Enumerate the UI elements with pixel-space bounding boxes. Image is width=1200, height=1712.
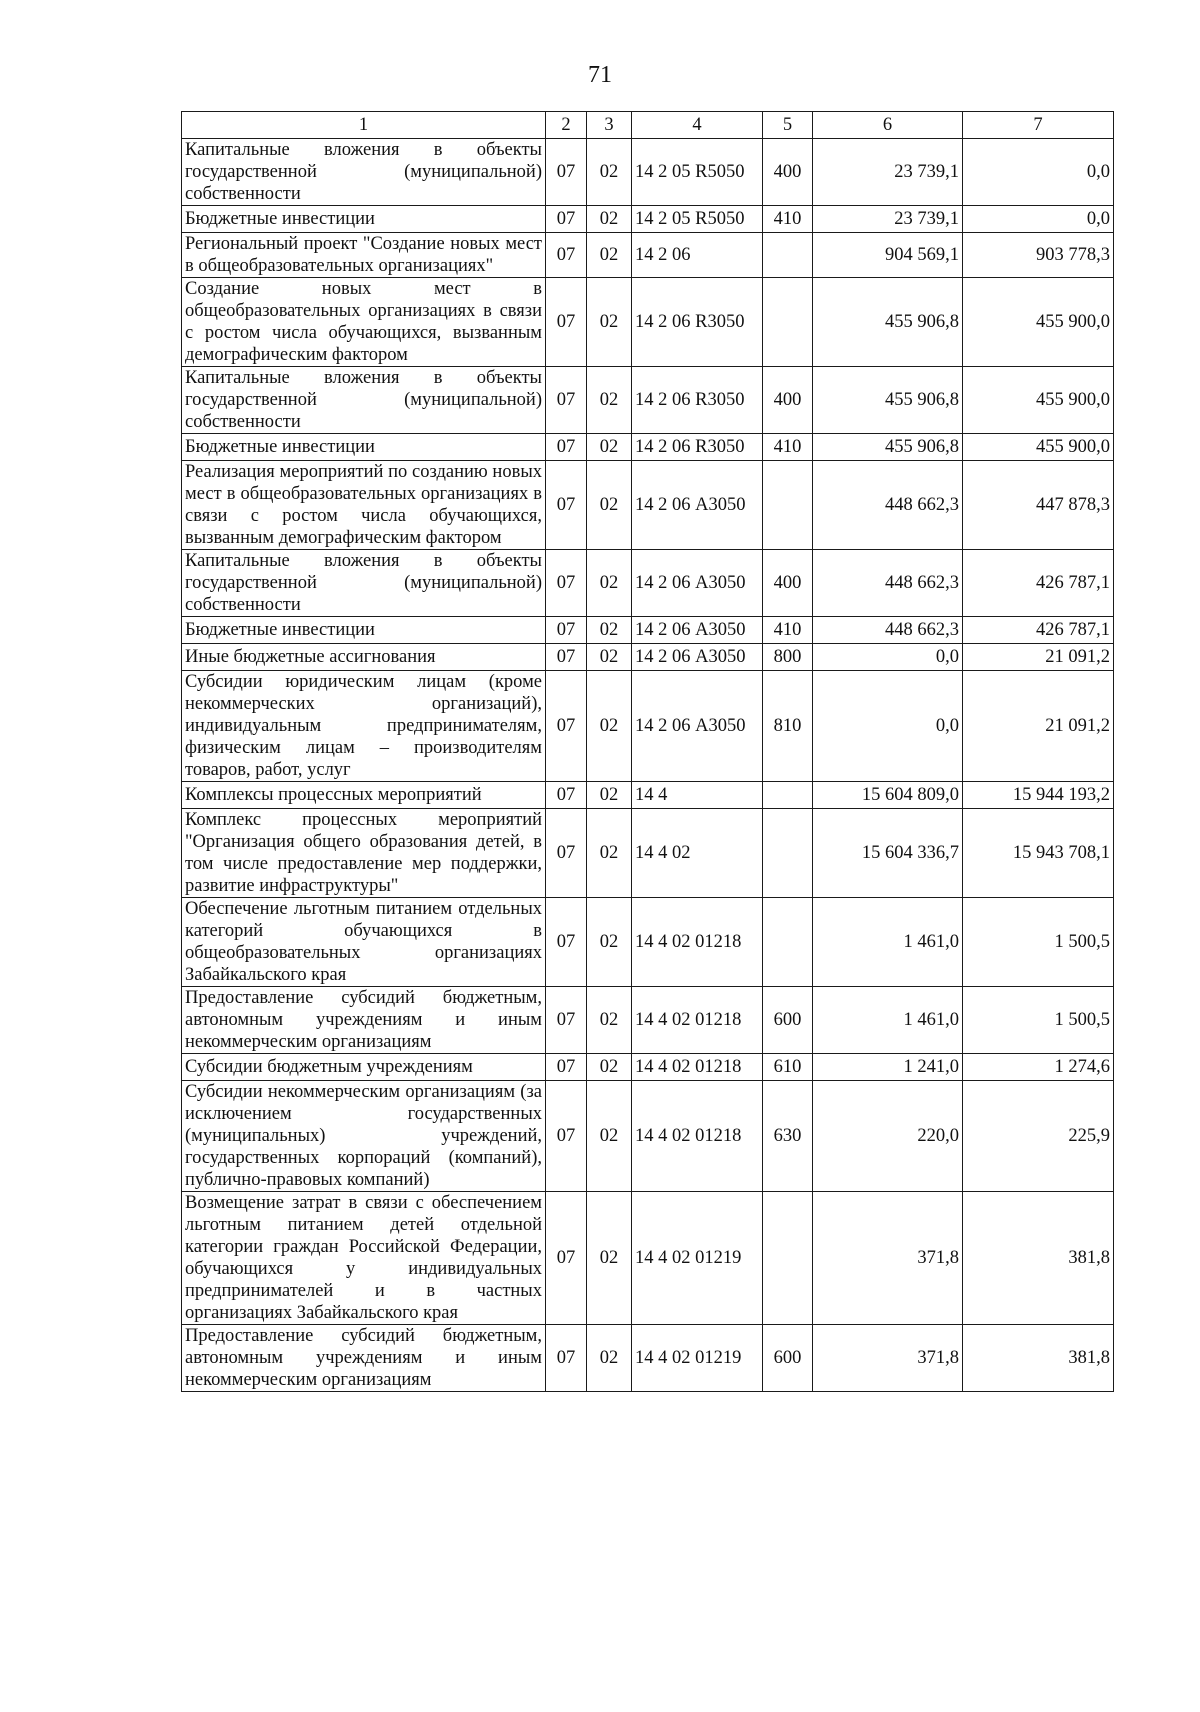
table-row <box>182 1192 1114 1325</box>
header-col-5: 5 <box>763 112 813 139</box>
row-amount-1: 455 906,8 <box>813 278 963 367</box>
row-expense-type: 400 <box>763 139 813 206</box>
row-target-code: 14 2 06 А3050 <box>632 617 763 644</box>
row-amount-1: 220,0 <box>813 1081 963 1192</box>
row-amount-1: 371,8 <box>813 1325 963 1392</box>
row-amount-2: 426 787,1 <box>963 550 1114 617</box>
table-row <box>182 987 1114 1054</box>
row-amount-2: 21 091,2 <box>963 671 1114 782</box>
row-target-code: 14 2 06 <box>632 233 763 278</box>
table-row <box>182 367 1114 434</box>
row-expense-type: 800 <box>763 644 813 671</box>
table-row <box>182 1081 1114 1192</box>
row-expense-type <box>763 898 813 987</box>
row-name: Предоставление субсидий бюджетным, автономным учреждениям и иным некоммерческим организациям <box>182 987 546 1054</box>
table-row <box>182 550 1114 617</box>
row-amount-1: 448 662,3 <box>813 461 963 550</box>
row-subsection: 02 <box>587 233 632 278</box>
row-subsection: 02 <box>587 550 632 617</box>
row-section: 07 <box>546 278 587 367</box>
row-name: Капитальные вложения в объекты государственной (муниципальной) собственности <box>182 550 546 617</box>
row-name: Обеспечение льготным питанием отдельных категорий обучающихся в общеобразовательных организациях Забайкальского края <box>182 898 546 987</box>
row-target-code: 14 4 02 01218 <box>632 898 763 987</box>
row-target-code: 14 2 06 R3050 <box>632 434 763 461</box>
row-target-code: 14 4 02 <box>632 809 763 898</box>
row-expense-type: 600 <box>763 1325 813 1392</box>
row-amount-2: 15 943 708,1 <box>963 809 1114 898</box>
table-row <box>182 671 1114 782</box>
row-subsection: 02 <box>587 644 632 671</box>
row-section: 07 <box>546 550 587 617</box>
row-target-code: 14 2 06 А3050 <box>632 671 763 782</box>
row-name: Региональный проект "Создание новых мест в общеобразовательных организациях" <box>182 233 546 278</box>
row-name: Капитальные вложения в объекты государственной (муниципальной) собственности <box>182 139 546 206</box>
row-subsection: 02 <box>587 617 632 644</box>
row-expense-type: 410 <box>763 206 813 233</box>
row-expense-type <box>763 461 813 550</box>
row-target-code: 14 2 06 А3050 <box>632 550 763 617</box>
header-col-7: 7 <box>963 112 1114 139</box>
table-header-row <box>182 112 1114 139</box>
row-section: 07 <box>546 1192 587 1325</box>
table-row <box>182 782 1114 809</box>
table-row <box>182 1054 1114 1081</box>
row-section: 07 <box>546 233 587 278</box>
row-amount-2: 455 900,0 <box>963 434 1114 461</box>
row-target-code: 14 2 06 R3050 <box>632 367 763 434</box>
row-expense-type <box>763 278 813 367</box>
row-amount-1: 23 739,1 <box>813 139 963 206</box>
row-amount-1: 0,0 <box>813 644 963 671</box>
row-amount-1: 448 662,3 <box>813 617 963 644</box>
row-amount-2: 21 091,2 <box>963 644 1114 671</box>
row-section: 07 <box>546 139 587 206</box>
row-expense-type: 400 <box>763 367 813 434</box>
row-subsection: 02 <box>587 1054 632 1081</box>
row-section: 07 <box>546 206 587 233</box>
row-amount-1: 455 906,8 <box>813 434 963 461</box>
row-target-code: 14 2 06 А3050 <box>632 461 763 550</box>
row-subsection: 02 <box>587 1192 632 1325</box>
header-col-2: 2 <box>546 112 587 139</box>
row-amount-1: 1 461,0 <box>813 898 963 987</box>
row-section: 07 <box>546 367 587 434</box>
row-name: Субсидии некоммерческим организациям (за исключением государственных (муниципальных) учреждений, государственных корпораций (компаний), публично-правовых компаний) <box>182 1081 546 1192</box>
row-expense-type <box>763 809 813 898</box>
row-expense-type: 600 <box>763 987 813 1054</box>
row-target-code: 14 2 05 R5050 <box>632 139 763 206</box>
row-name: Бюджетные инвестиции <box>182 206 546 233</box>
row-subsection: 02 <box>587 782 632 809</box>
row-expense-type: 410 <box>763 434 813 461</box>
table-row <box>182 1325 1114 1392</box>
table-row <box>182 434 1114 461</box>
row-target-code: 14 4 02 01219 <box>632 1325 763 1392</box>
row-name: Создание новых мест в общеобразовательных организациях в связи с ростом числа обучающихся, вызванным демографическим фактором <box>182 278 546 367</box>
row-amount-2: 15 944 193,2 <box>963 782 1114 809</box>
row-amount-1: 15 604 809,0 <box>813 782 963 809</box>
header-col-3: 3 <box>587 112 632 139</box>
row-name: Иные бюджетные ассигнования <box>182 644 546 671</box>
row-section: 07 <box>546 671 587 782</box>
row-name: Предоставление субсидий бюджетным, автономным учреждениям и иным некоммерческим организациям <box>182 1325 546 1392</box>
row-subsection: 02 <box>587 1325 632 1392</box>
budget-table <box>181 111 1114 1392</box>
row-expense-type: 630 <box>763 1081 813 1192</box>
row-section: 07 <box>546 644 587 671</box>
row-amount-1: 1 461,0 <box>813 987 963 1054</box>
row-expense-type: 610 <box>763 1054 813 1081</box>
row-target-code: 14 4 02 01219 <box>632 1192 763 1325</box>
row-amount-1: 0,0 <box>813 671 963 782</box>
page-number: 71 <box>588 62 612 88</box>
table-row <box>182 898 1114 987</box>
row-amount-2: 426 787,1 <box>963 617 1114 644</box>
row-expense-type: 410 <box>763 617 813 644</box>
row-expense-type <box>763 1192 813 1325</box>
table-row <box>182 206 1114 233</box>
row-subsection: 02 <box>587 278 632 367</box>
table-row <box>182 139 1114 206</box>
table-row <box>182 461 1114 550</box>
row-section: 07 <box>546 461 587 550</box>
row-amount-2: 1 500,5 <box>963 898 1114 987</box>
table-row <box>182 278 1114 367</box>
table-row <box>182 809 1114 898</box>
row-amount-2: 455 900,0 <box>963 367 1114 434</box>
row-amount-1: 1 241,0 <box>813 1054 963 1081</box>
row-section: 07 <box>546 617 587 644</box>
row-section: 07 <box>546 898 587 987</box>
row-subsection: 02 <box>587 987 632 1054</box>
row-amount-1: 371,8 <box>813 1192 963 1325</box>
row-subsection: 02 <box>587 898 632 987</box>
row-target-code: 14 2 06 R3050 <box>632 278 763 367</box>
row-amount-2: 0,0 <box>963 139 1114 206</box>
row-amount-2: 1 274,6 <box>963 1054 1114 1081</box>
row-amount-2: 0,0 <box>963 206 1114 233</box>
row-target-code: 14 4 <box>632 782 763 809</box>
row-name: Бюджетные инвестиции <box>182 434 546 461</box>
row-section: 07 <box>546 434 587 461</box>
row-section: 07 <box>546 809 587 898</box>
row-subsection: 02 <box>587 809 632 898</box>
row-amount-2: 455 900,0 <box>963 278 1114 367</box>
row-section: 07 <box>546 782 587 809</box>
row-amount-1: 15 604 336,7 <box>813 809 963 898</box>
table-row <box>182 233 1114 278</box>
row-amount-1: 23 739,1 <box>813 206 963 233</box>
row-name: Возмещение затрат в связи с обеспечением льготным питанием детей отдельной категории граждан Российской Федерации, обучающихся у индивидуальных предпринимателей и в частных организациях Забайкальского края <box>182 1192 546 1325</box>
row-amount-2: 225,9 <box>963 1081 1114 1192</box>
row-name: Субсидии юридическим лицам (кроме некоммерческих организаций), индивидуальным предпринимателям, физическим лицам – производителям товаров, работ, услуг <box>182 671 546 782</box>
row-amount-2: 447 878,3 <box>963 461 1114 550</box>
row-amount-2: 903 778,3 <box>963 233 1114 278</box>
row-amount-1: 455 906,8 <box>813 367 963 434</box>
row-section: 07 <box>546 987 587 1054</box>
row-target-code: 14 4 02 01218 <box>632 987 763 1054</box>
header-col-4: 4 <box>632 112 763 139</box>
row-subsection: 02 <box>587 206 632 233</box>
row-name: Субсидии бюджетным учреждениям <box>182 1054 546 1081</box>
row-subsection: 02 <box>587 461 632 550</box>
header-col-6: 6 <box>813 112 963 139</box>
row-section: 07 <box>546 1325 587 1392</box>
table-row <box>182 617 1114 644</box>
header-col-1: 1 <box>182 112 546 139</box>
row-name: Капитальные вложения в объекты государственной (муниципальной) собственности <box>182 367 546 434</box>
row-expense-type <box>763 782 813 809</box>
row-target-code: 14 4 02 01218 <box>632 1054 763 1081</box>
row-section: 07 <box>546 1081 587 1192</box>
row-name: Комплекс процессных мероприятий "Организация общего образования детей, в том числе предоставление мер поддержки, развитие инфраструктуры" <box>182 809 546 898</box>
row-expense-type: 400 <box>763 550 813 617</box>
row-amount-2: 1 500,5 <box>963 987 1114 1054</box>
row-expense-type <box>763 233 813 278</box>
row-name: Бюджетные инвестиции <box>182 617 546 644</box>
row-target-code: 14 4 02 01218 <box>632 1081 763 1192</box>
row-amount-1: 904 569,1 <box>813 233 963 278</box>
row-subsection: 02 <box>587 434 632 461</box>
row-amount-2: 381,8 <box>963 1192 1114 1325</box>
row-subsection: 02 <box>587 139 632 206</box>
row-subsection: 02 <box>587 1081 632 1192</box>
table-row <box>182 644 1114 671</box>
table-body <box>182 139 1114 1392</box>
row-section: 07 <box>546 1054 587 1081</box>
row-amount-1: 448 662,3 <box>813 550 963 617</box>
row-subsection: 02 <box>587 367 632 434</box>
row-expense-type: 810 <box>763 671 813 782</box>
row-amount-2: 381,8 <box>963 1325 1114 1392</box>
row-name: Комплексы процессных мероприятий <box>182 782 546 809</box>
row-name: Реализация мероприятий по созданию новых мест в общеобразовательных организациях в связи с ростом числа обучающихся, вызванным демографическим фактором <box>182 461 546 550</box>
row-subsection: 02 <box>587 671 632 782</box>
row-target-code: 14 2 05 R5050 <box>632 206 763 233</box>
row-target-code: 14 2 06 А3050 <box>632 644 763 671</box>
